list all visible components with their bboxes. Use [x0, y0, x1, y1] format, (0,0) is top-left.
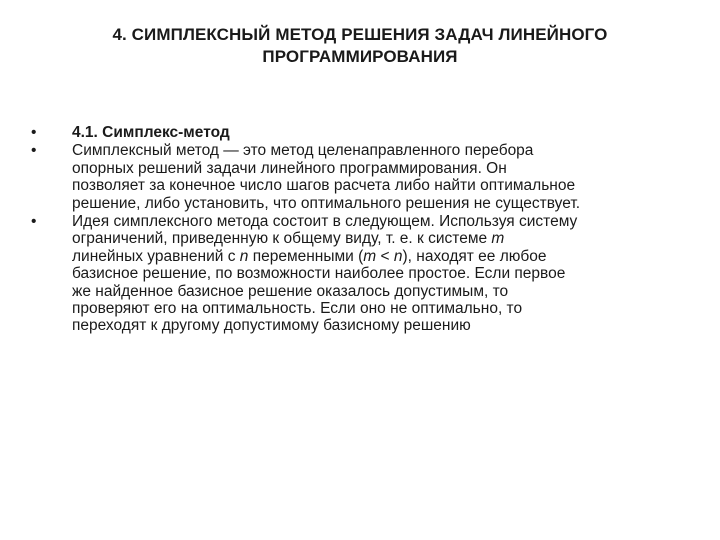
text-run: <: [376, 247, 394, 265]
paragraph-line: опорных решений задачи линейного программирования. Он: [72, 159, 507, 177]
variable-m: m: [491, 230, 505, 248]
text-run: линейных уравнений с: [72, 247, 240, 265]
bullet-marker: •: [31, 142, 37, 160]
paragraph-line: переходят к другому допустимому базисному решению: [72, 317, 471, 335]
paragraph-line: Идея симплексного метода состоит в следующем. Используя систему: [72, 213, 578, 231]
bullet-item-definition: [26, 142, 706, 212]
slide-title: [60, 24, 660, 68]
section-heading: 4.1. Симплекс-метод: [72, 124, 230, 141]
paragraph-line: Симплексный метод — это метод целенаправленного перебора: [72, 142, 534, 160]
variable-m: m: [363, 247, 377, 265]
paragraph-line: [72, 248, 706, 265]
slide-title-line-1: 4. СИМПЛЕКСНЫЙ МЕТОД РЕШЕНИЯ ЗАДАЧ ЛИНЕЙНОГО: [112, 25, 608, 44]
variable-n: n: [239, 247, 249, 265]
paragraph-line: позволяет за конечное число шагов расчета либо найти оптимальное: [72, 177, 576, 195]
variable-n: n: [393, 247, 403, 265]
bullet-item-heading: [26, 124, 706, 141]
text-run: ограничений, приведенную к общему виду, т. е. к системе: [72, 230, 492, 248]
bullet-item-idea: [26, 213, 706, 335]
bullet-list: [26, 124, 706, 336]
text-run: ), находят ее любое: [402, 247, 547, 265]
text-run: переменными (: [248, 247, 364, 265]
slide-title-line-2: ПРОГРАММИРОВАНИЯ: [262, 47, 458, 66]
paragraph-line: же найденное базисное решение оказалось допустимым, то: [72, 282, 509, 300]
paragraph-line: проверяют его на оптимальность. Если оно не оптимально, то: [72, 300, 523, 318]
paragraph-line: решение, либо установить, что оптимального решения не существует.: [72, 194, 581, 212]
bullet-marker: •: [31, 213, 37, 231]
paragraph-line: [72, 230, 706, 247]
paragraph-line: базисное решение, по возможности наиболее простое. Если первое: [72, 265, 566, 283]
bullet-marker: •: [31, 124, 37, 141]
